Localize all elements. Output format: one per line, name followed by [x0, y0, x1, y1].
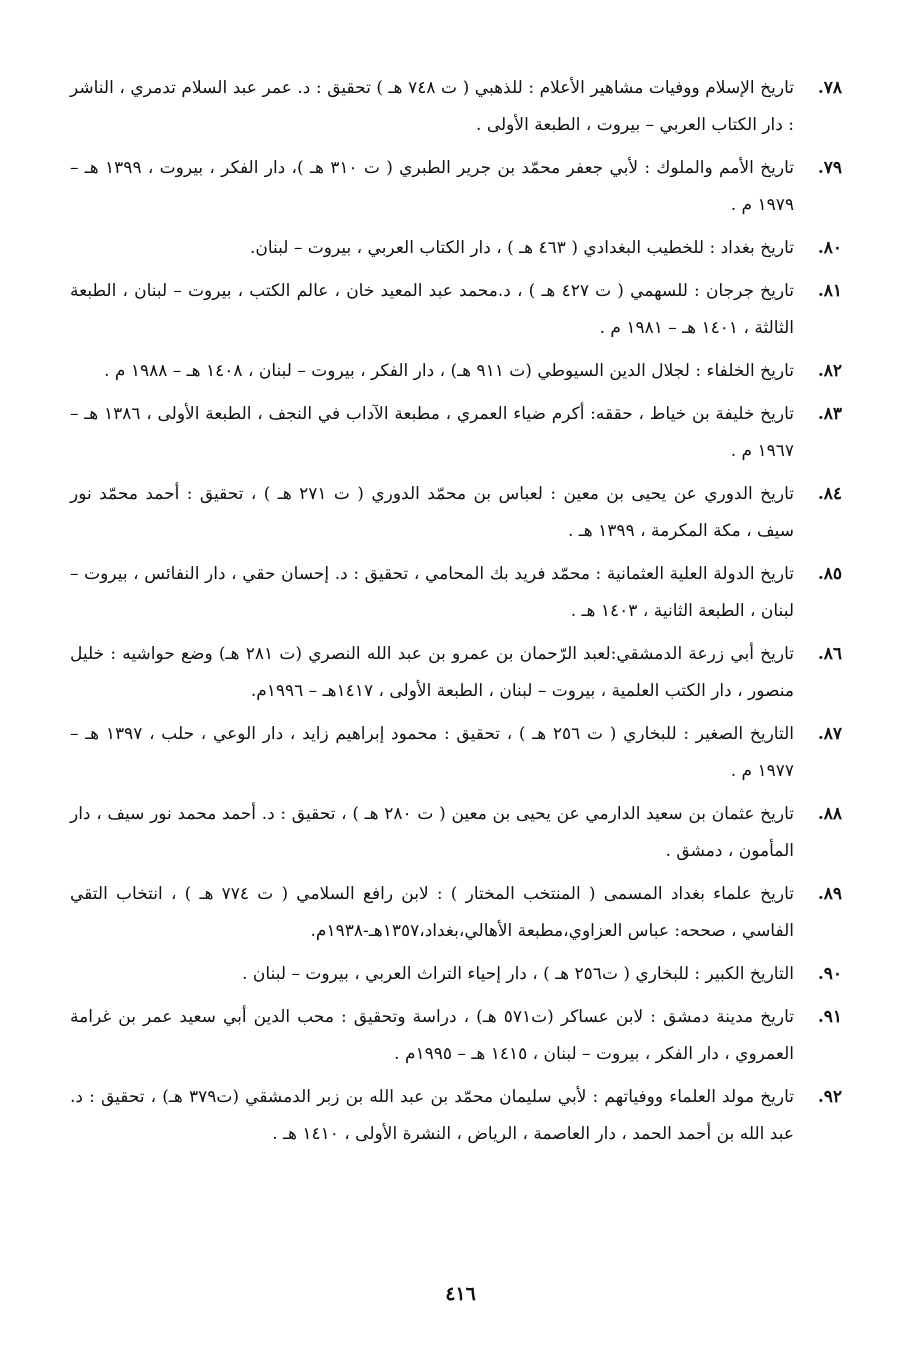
entry-text: تاريخ أبي زرعة الدمشقي:لعبد الرّحمان بن عمرو بن عبد الله النصري (ت ٢٨١ هـ) وضع حواشيه : خليل منصور ، دار الكتب العلمية ، بيروت – لبنان ، الطبعة الأولى ، ١٤١٧هـ – ١٩٩٦م. [70, 644, 794, 701]
entry-text: تاريخ مولد العلماء ووفياتهم : لأبي سليمان محمّد بن عبد الله بن زبر الدمشقي (ت٣٧٩ هـ) ، تحقيق : د. عبد الله بن أحمد الحمد ، دار العاصمة ، الرياض ، النشرة الأولى ، ١٤١٠ هـ . [70, 1087, 794, 1144]
entry-text: التاريخ الكبير : للبخاري ( ت٢٥٦ هـ ) ، دار إحياء التراث العربي ، بيروت – لبنان . [242, 964, 794, 984]
entry-number: ٨٣. [817, 404, 842, 424]
entry-text: تاريخ الدولة العلية العثمانية : محمّد فريد بك المحامي ، تحقيق : د. إحسان حقي ، دار النفائس ، بيروت – لبنان ، الطبعة الثانية ، ١٤٠٣ هـ . [70, 564, 794, 621]
entry-number: ٩١. [817, 1007, 842, 1027]
entry-number: ٩٢. [817, 1087, 842, 1107]
bibliography-entry-85 [70, 556, 842, 630]
bibliography-entry-83 [70, 396, 842, 470]
entry-number: ٨٩. [817, 884, 842, 904]
bibliography-list [70, 70, 842, 1159]
entry-text: تاريخ عثمان بن سعيد الدارمي عن يحيى بن معين ( ت ٢٨٠ هـ ) ، تحقيق : د. أحمد محمد نور سيف ، دار المأمون ، دمشق . [70, 804, 794, 861]
entry-number: ٩٠. [817, 964, 842, 984]
entry-number: ٨٧. [817, 724, 842, 744]
bibliography-entry-88 [70, 796, 842, 870]
entry-text: تاريخ خليفة بن خياط ، حققه: أكرم ضياء العمري ، مطبعة الآداب في النجف ، الطبعة الأولى ، ١٣٨٦ هـ – ١٩٦٧ م . [70, 404, 794, 461]
bibliography-entry-87 [70, 716, 842, 790]
entry-text: تاريخ الإسلام ووفيات مشاهير الأعلام : للذهبي ( ت ٧٤٨ هـ ) تحقيق : د. عمر عبد السلام تدمري ، الناشر : دار الكتاب العربي – بيروت ، الطبعة الأولى . [70, 78, 794, 135]
entry-text: تاريخ علماء بغداد المسمى ( المنتخب المختار ) : لابن رافع السلامي ( ت ٧٧٤ هـ ) ، انتخاب التقي الفاسي ، صححه: عباس العزاوي،مطبعة الأهالي،بغداد،١٣٥٧هـ-١٩٣٨م. [70, 884, 794, 941]
entry-text: تاريخ الأمم والملوك : لأبي جعفر محمّد بن جرير الطبري ( ت ٣١٠ هـ )، دار الفكر ، بيروت ، ١٣٩٩ هـ – ١٩٧٩ م . [70, 158, 794, 215]
entry-number: ٨٦. [817, 644, 842, 664]
entry-text: التاريخ الصغير : للبخاري ( ت ٢٥٦ هـ ) ، تحقيق : محمود إبراهيم زايد ، دار الوعي ، حلب ، ١٣٩٧ هـ – ١٩٧٧ م . [70, 724, 794, 781]
bibliography-entry-82 [70, 353, 842, 390]
bibliography-entry-78 [70, 70, 842, 144]
entry-number: ٨٤. [817, 484, 842, 504]
bibliography-entry-91 [70, 999, 842, 1073]
bibliography-entry-79 [70, 150, 842, 224]
entry-text: تاريخ الدوري عن يحيى بن معين : لعباس بن محمّد الدوري ( ت ٢٧١ هـ ) ، تحقيق : أحمد محمّد نور سيف ، مكة المكرمة ، ١٣٩٩ هـ . [70, 484, 794, 541]
bibliography-entry-90 [70, 956, 842, 993]
bibliography-entry-81 [70, 273, 842, 347]
page-number: ٤١٦ [445, 1283, 476, 1305]
entry-number: ٨٠. [817, 238, 842, 258]
bibliography-entry-86 [70, 636, 842, 710]
entry-number: ٨١. [817, 281, 842, 301]
entry-number: ٨٨. [817, 804, 842, 824]
entry-text: تاريخ جرجان : للسهمي ( ت ٤٢٧ هـ ) ، د.محمد عبد المعيد خان ، عالم الكتب ، بيروت – لبنان ، الطبعة الثالثة ، ١٤٠١ هـ – ١٩٨١ م . [70, 281, 794, 338]
entry-number: ٨٢. [817, 361, 842, 381]
entry-number: ٧٨. [817, 78, 842, 98]
entry-number: ٨٥. [817, 564, 842, 584]
bibliography-entry-84 [70, 476, 842, 550]
entry-text: تاريخ بغداد : للخطيب البغدادي ( ٤٦٣ هـ ) ، دار الكتاب العربي ، بيروت – لبنان. [249, 238, 794, 258]
entry-number: ٧٩. [817, 158, 842, 178]
bibliography-entry-89 [70, 876, 842, 950]
entry-text: تاريخ مدينة دمشق : لابن عساكر (ت٥٧١ هـ) ، دراسة وتحقيق : محب الدين أبي سعيد عمر بن غرامة العمروي ، دار الفكر ، بيروت – لبنان ، ١٤١٥ هـ – ١٩٩٥م . [70, 1007, 794, 1064]
entry-text: تاريخ الخلفاء : لجلال الدين السيوطي (ت ٩١١ هـ) ، دار الفكر ، بيروت – لبنان ، ١٤٠٨ هـ – ١٩٨٨ م . [104, 361, 794, 381]
bibliography-entry-92 [70, 1079, 842, 1153]
bibliography-entry-80 [70, 230, 842, 267]
